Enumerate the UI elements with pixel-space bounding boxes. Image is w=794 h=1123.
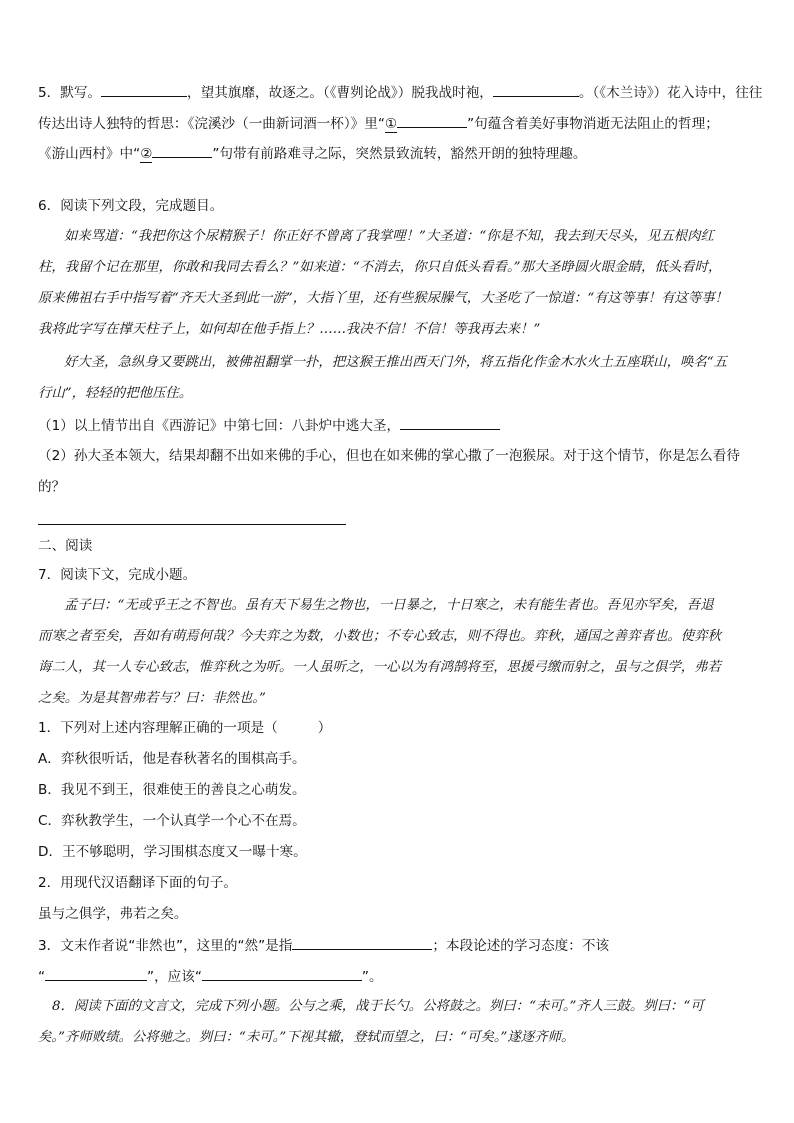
section-heading: 二、阅读: [38, 538, 93, 554]
q7-passage-line: 之矣。为是其智弗若与？曰：非然也。”: [38, 691, 266, 706]
q7-passage-line: 诲二人，其一人专心致志，惟弈秋之为听。一人虽听之，一心以为有鸿鹄将至，思援弓缴而射之，虽与之俱学，弗若: [38, 660, 721, 675]
q8-line: 矣。”齐师败绩。公将驰之。刿曰：“未可。”下视其辙，登轼而望之，曰：“可矣。”遂逐齐师。: [38, 1030, 575, 1045]
q7-s1-stem: [38, 718, 331, 738]
q6-passage-line: 行山”，轻轻的把他压住。: [38, 386, 193, 401]
q5-text: ”句带有前路难寻之际，突然景致流转，豁然开朗的独特理趣。: [212, 146, 587, 162]
q7-s1-stem-text: 1．下列对上述内容理解正确的一项是（: [38, 720, 278, 736]
q5-blank-2[interactable]: [152, 143, 212, 158]
q7-s1-option-c[interactable]: C．弈秋教学生，一个认真学一个心不在焉。: [38, 813, 306, 829]
q7-s3-text: ”，应该“: [147, 969, 202, 985]
q7-s3-line-1: [38, 935, 609, 955]
q5-circled-1: ①: [384, 116, 398, 132]
q5-blank-cao[interactable]: [101, 82, 187, 97]
q7-s3-text: 3．文末作者说“非然也”，这里的“然”是指: [38, 938, 293, 954]
q5-text: 。（《木兰诗》）花入诗中，往往: [578, 85, 763, 101]
q5-text: ”句蕴含着美好事物消逝无法阻止的哲理；: [467, 116, 719, 132]
q5-line-3: [38, 143, 586, 163]
q7-s3-blank-should-not[interactable]: [45, 966, 147, 981]
q6-passage-line: 好大圣，急纵身又要跳出，被佛祖翻掌一扑，把这猴王推出西天门外，将五指化作金木水火土五座联山，唤名“五: [64, 355, 727, 370]
q7-s1-option-a[interactable]: A．弈秋很听话，他是春秋著名的围棋高手。: [38, 751, 306, 767]
q5-circled-2: ②: [140, 146, 153, 162]
q7-s3-text: ；本段论述的学习态度：不该: [432, 938, 610, 954]
q7-s3-text: ”。: [361, 969, 383, 985]
q7-s3-text: “: [38, 969, 46, 985]
q6-sub2-line: （2）孙大圣本领大，结果却翻不出如来佛的手心，但也在如来佛的掌心撒了一泡猴尿。对于这个情节，你是怎么看待: [38, 448, 740, 464]
q8-line: 8．阅读下面的文言文，完成下列小题。公与之乘，战于长勺。公将鼓之。刿曰：“未可。”齐人三鼓。刿曰：“可: [52, 999, 704, 1014]
q6-passage-line: 柱，我留个记在那里，你敢和我同去看么？”如来道：“不消去，你只自低头看看。”那大圣睁圆火眼金睛，低头看时，: [38, 260, 722, 275]
q5-text: 《游山西村》中“: [38, 146, 141, 162]
q5-blank-mulan[interactable]: [493, 82, 579, 97]
q7-s3-line-2: [38, 966, 383, 986]
q5-text: 传达出诗人独特的哲思：《浣溪沙（一曲新词酒一杯）》里“: [38, 116, 385, 132]
q7-s3-blank-should[interactable]: [202, 966, 362, 981]
q6-sub1-text: （1）以上情节出自《西游记》中第七回：八卦炉中逃大圣，: [38, 418, 401, 434]
q7-passage-line: 而寒之者至矣，吾如有萌焉何哉？今夫弈之为数，小数也；不专心致志，则不得也。弈秋，通国之善弈者也。使弈秋: [38, 629, 721, 644]
q5-line-2: [38, 113, 719, 133]
q6-title: 6．阅读下列文段，完成题目。: [38, 198, 224, 214]
q5-blank-1[interactable]: [397, 113, 467, 128]
q6-sub1-blank[interactable]: [400, 415, 500, 430]
q5-text: 5．默写。: [38, 85, 102, 101]
q7-s2-sentence: 虽与之俱学，弗若之矣。: [38, 906, 188, 922]
q7-title: 7．阅读下文，完成小题。: [38, 567, 197, 583]
q5-text: ，望其旗靡，故逐之。（《曹刿论战》）脱我战时袍，: [187, 85, 493, 101]
q6-sub1: [38, 415, 500, 435]
q7-s3-blank-ran[interactable]: [292, 935, 432, 950]
q6-sub2-line: 的？: [38, 479, 66, 495]
q7-s1-option-d[interactable]: D．王不够聪明，学习围棋态度又一曝十寒。: [38, 844, 307, 860]
q7-passage-line: 孟子曰：“无或乎王之不智也。虽有天下易生之物也，一日暴之，十日寒之，未有能生者也。吾见亦罕矣，吾退: [64, 598, 714, 613]
q6-answer-line[interactable]: [38, 524, 346, 525]
q7-s1-option-b[interactable]: B．我见不到王，很难使王的善良之心萌发。: [38, 782, 306, 798]
q6-passage-line: 原来佛祖右手中指写着“齐天大圣到此一游”，大指丫里，还有些猴尿臊气，大圣吃了一惊道：“有这等事！有这等事！: [38, 291, 729, 306]
q5-line-1: [38, 82, 762, 102]
q7-s2-stem: 2．用现代汉语翻译下面的句子。: [38, 875, 237, 891]
q7-s1-close: ）: [317, 720, 332, 736]
q6-passage-line: 如来骂道：“我把你这个尿精猴子！你正好不曾离了我掌哩！”大圣道：“你是不知，我去到天尽头，见五根肉红: [64, 229, 714, 244]
q6-passage-line: 我将此字写在撑天柱子上，如何却在他手指上？……我决不信！不信！等我再去来！”: [38, 322, 541, 337]
